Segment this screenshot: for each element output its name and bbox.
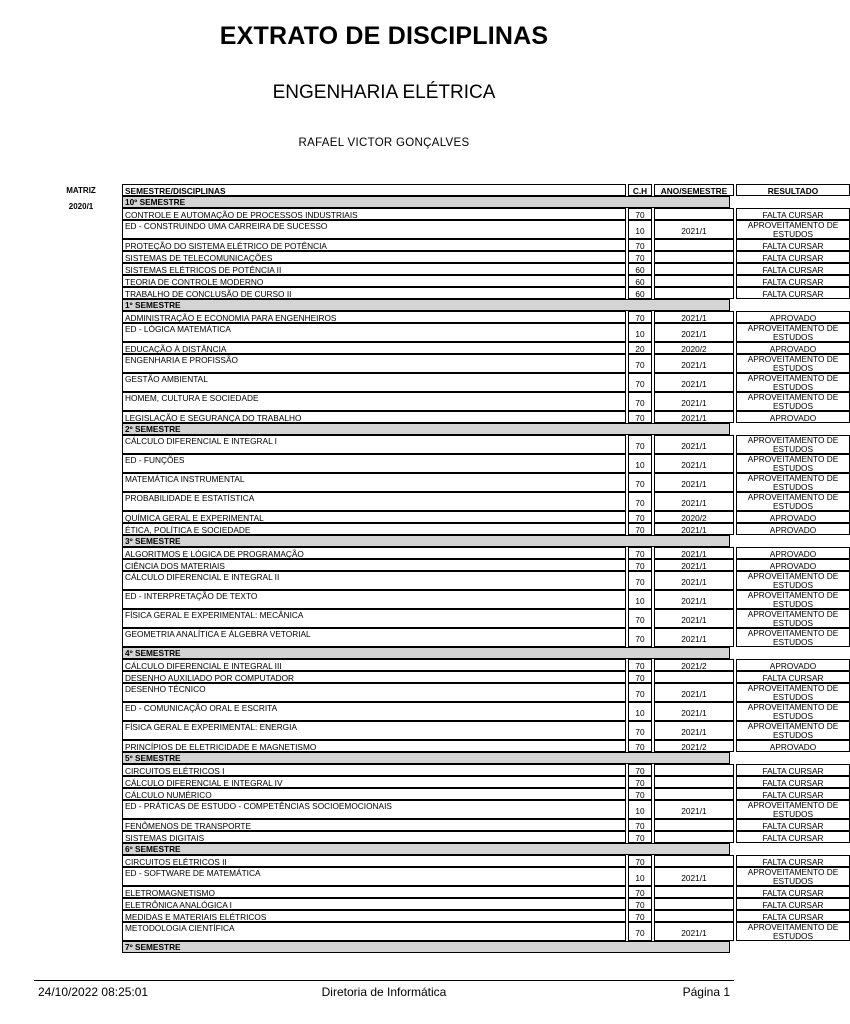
year-semester bbox=[654, 898, 734, 910]
discipline-name: PROTEÇÃO DO SISTEMA ELÉTRICO DE POTÊNCIA bbox=[122, 239, 626, 251]
footer-divider bbox=[34, 980, 734, 981]
result: APROVEITAMENTO DE ESTUDOS bbox=[736, 628, 850, 647]
result: APROVADO bbox=[736, 659, 850, 671]
result: FALTA CURSAR bbox=[736, 776, 850, 788]
year-semester: 2021/1 bbox=[654, 571, 734, 590]
table-row bbox=[120, 492, 839, 511]
result: APROVADO bbox=[736, 511, 850, 523]
footer-page: Página 1 bbox=[682, 985, 730, 999]
discipline-name: GEOMETRIA ANALÍTICA E ÁLGEBRA VETORIAL bbox=[122, 628, 626, 647]
workload: 10 bbox=[628, 702, 652, 721]
table-row bbox=[120, 435, 839, 454]
workload: 70 bbox=[628, 354, 652, 373]
workload: 70 bbox=[628, 523, 652, 535]
discipline-name: DESENHO TÉCNICO bbox=[122, 683, 626, 702]
year-semester bbox=[654, 671, 734, 683]
semester-header bbox=[120, 535, 732, 547]
workload: 70 bbox=[628, 922, 652, 941]
table-row bbox=[120, 659, 817, 671]
workload: 70 bbox=[628, 411, 652, 423]
discipline-name: FÍSICA GERAL E EXPERIMENTAL: ENERGIA bbox=[122, 721, 626, 740]
table-row bbox=[120, 208, 824, 220]
workload: 70 bbox=[628, 683, 652, 702]
table-row bbox=[120, 609, 839, 628]
discipline-name: CÁLCULO DIFERENCIAL E INTEGRAL IV bbox=[122, 776, 626, 788]
year-semester: 2021/1 bbox=[654, 323, 734, 342]
workload: 60 bbox=[628, 287, 652, 299]
workload: 70 bbox=[628, 251, 652, 263]
discipline-name: QUÍMICA GERAL E EXPERIMENTAL bbox=[122, 511, 626, 523]
table-row bbox=[120, 590, 839, 609]
discipline-name: MEDIDAS E MATERIAIS ELÉTRICOS bbox=[122, 910, 626, 922]
discipline-name: ENGENHARIA E PROFISSÃO bbox=[122, 354, 626, 373]
student-name: RAFAEL VICTOR GONÇALVES bbox=[298, 137, 470, 149]
footer-timestamp: 24/10/2022 08:25:01 bbox=[38, 985, 149, 999]
result: APROVEITAMENTO DE ESTUDOS bbox=[736, 435, 850, 454]
semester-label: 5º SEMESTRE bbox=[122, 752, 730, 764]
result: APROVEITAMENTO DE ESTUDOS bbox=[736, 800, 850, 819]
table-row bbox=[120, 671, 824, 683]
year-semester bbox=[654, 886, 734, 898]
discipline-name: ALGORITMOS E LÓGICA DE PROGRAMAÇÃO bbox=[122, 547, 626, 559]
year-semester bbox=[654, 208, 734, 220]
table-row bbox=[120, 239, 824, 251]
table-row bbox=[120, 220, 839, 239]
table-row bbox=[120, 392, 839, 411]
table-row bbox=[120, 559, 817, 571]
result: APROVEITAMENTO DE ESTUDOS bbox=[736, 454, 850, 473]
discipline-name: SISTEMAS DIGITAIS bbox=[122, 831, 626, 843]
semester-header bbox=[120, 843, 732, 855]
discipline-name: FENÔMENOS DE TRANSPORTE bbox=[122, 819, 626, 831]
year-semester: 2021/2 bbox=[654, 659, 734, 671]
year-semester: 2021/2 bbox=[654, 740, 734, 752]
discipline-name: MATEMÁTICA INSTRUMENTAL bbox=[122, 473, 626, 492]
semester-label: 4º SEMESTRE bbox=[122, 647, 730, 659]
year-semester: 2021/1 bbox=[654, 702, 734, 721]
discipline-name: TRABALHO DE CONCLUSÃO DE CURSO II bbox=[122, 287, 626, 299]
workload: 10 bbox=[628, 454, 652, 473]
workload: 70 bbox=[628, 910, 652, 922]
discipline-name: ELETROMAGNETISMO bbox=[122, 886, 626, 898]
workload: 70 bbox=[628, 740, 652, 752]
discipline-name: CÁLCULO NUMÉRICO bbox=[122, 788, 626, 800]
workload: 70 bbox=[628, 898, 652, 910]
result: FALTA CURSAR bbox=[736, 239, 850, 251]
workload: 70 bbox=[628, 659, 652, 671]
semester-header bbox=[120, 752, 732, 764]
year-semester bbox=[654, 855, 734, 867]
result: FALTA CURSAR bbox=[736, 886, 850, 898]
workload: 70 bbox=[628, 855, 652, 867]
year-semester: 2021/1 bbox=[654, 473, 734, 492]
table-row bbox=[120, 628, 839, 647]
discipline-name: ED - CONSTRUINDO UMA CARREIRA DE SUCESSO bbox=[122, 220, 626, 239]
table-row bbox=[120, 523, 817, 535]
discipline-name: SISTEMAS DE TELECOMUNICAÇÕES bbox=[122, 251, 626, 263]
discipline-name: CÁLCULO DIFERENCIAL E INTEGRAL I bbox=[122, 435, 626, 454]
discipline-name: ED - LÓGICA MATEMÁTICA bbox=[122, 323, 626, 342]
workload: 70 bbox=[628, 239, 652, 251]
table-row bbox=[120, 764, 824, 776]
result: APROVADO bbox=[736, 547, 850, 559]
discipline-name: CÁLCULO DIFERENCIAL E INTEGRAL III bbox=[122, 659, 626, 671]
matriz-label: MATRIZ bbox=[66, 186, 96, 195]
result: APROVEITAMENTO DE ESTUDOS bbox=[736, 590, 850, 609]
table-row bbox=[120, 411, 817, 423]
year-semester: 2020/2 bbox=[654, 342, 734, 354]
year-semester: 2021/1 bbox=[654, 800, 734, 819]
workload: 70 bbox=[628, 547, 652, 559]
header-ano: ANO/SEMESTRE bbox=[654, 184, 734, 196]
workload: 70 bbox=[628, 831, 652, 843]
year-semester: 2021/1 bbox=[654, 411, 734, 423]
year-semester bbox=[654, 275, 734, 287]
year-semester: 2021/1 bbox=[654, 721, 734, 740]
result: FALTA CURSAR bbox=[736, 819, 850, 831]
workload: 70 bbox=[628, 609, 652, 628]
year-semester: 2021/1 bbox=[654, 628, 734, 647]
workload: 70 bbox=[628, 721, 652, 740]
table-row bbox=[120, 373, 839, 392]
semester-header bbox=[120, 299, 732, 311]
result: APROVADO bbox=[736, 411, 850, 423]
result: FALTA CURSAR bbox=[736, 287, 850, 299]
year-semester: 2021/1 bbox=[654, 867, 734, 886]
result: FALTA CURSAR bbox=[736, 788, 850, 800]
discipline-name: DESENHO AUXILIADO POR COMPUTADOR bbox=[122, 671, 626, 683]
year-semester: 2021/1 bbox=[654, 683, 734, 702]
discipline-name: CONTROLE E AUTOMAÇÃO DE PROCESSOS INDUSTRIAIS bbox=[122, 208, 626, 220]
table-row bbox=[120, 275, 824, 287]
result: FALTA CURSAR bbox=[736, 275, 850, 287]
table-row bbox=[120, 323, 839, 342]
result: FALTA CURSAR bbox=[736, 251, 850, 263]
semester-header bbox=[120, 196, 732, 208]
result: APROVEITAMENTO DE ESTUDOS bbox=[736, 867, 850, 886]
semester-header bbox=[120, 423, 732, 435]
year-semester: 2021/1 bbox=[654, 523, 734, 535]
result: FALTA CURSAR bbox=[736, 855, 850, 867]
discipline-name: CÁLCULO DIFERENCIAL E INTEGRAL II bbox=[122, 571, 626, 590]
result: APROVEITAMENTO DE ESTUDOS bbox=[736, 354, 850, 373]
table-row bbox=[120, 867, 839, 886]
table-row bbox=[120, 886, 824, 898]
table-row bbox=[120, 263, 824, 275]
table-row bbox=[120, 800, 839, 819]
result: APROVEITAMENTO DE ESTUDOS bbox=[736, 683, 850, 702]
table-row bbox=[120, 342, 817, 354]
discipline-name: PROBABILIDADE E ESTATÍSTICA bbox=[122, 492, 626, 511]
year-semester bbox=[654, 776, 734, 788]
result: APROVEITAMENTO DE ESTUDOS bbox=[736, 373, 850, 392]
year-semester: 2020/2 bbox=[654, 511, 734, 523]
discipline-name: CIÊNCIA DOS MATERIAIS bbox=[122, 559, 626, 571]
result: FALTA CURSAR bbox=[736, 898, 850, 910]
workload: 70 bbox=[628, 671, 652, 683]
result: APROVADO bbox=[736, 342, 850, 354]
discipline-name: ÉTICA, POLÍTICA E SOCIEDADE bbox=[122, 523, 626, 535]
result: APROVADO bbox=[736, 559, 850, 571]
workload: 60 bbox=[628, 263, 652, 275]
table-row bbox=[120, 855, 824, 867]
workload: 70 bbox=[628, 473, 652, 492]
workload: 70 bbox=[628, 819, 652, 831]
semester-label: 10º SEMESTRE bbox=[122, 196, 730, 208]
header-result: RESULTADO bbox=[736, 184, 850, 196]
year-semester bbox=[654, 831, 734, 843]
semester-label: 7º SEMESTRE bbox=[122, 941, 730, 953]
discipline-name: LEGISLAÇÃO E SEGURANÇA DO TRABALHO bbox=[122, 411, 626, 423]
result: APROVEITAMENTO DE ESTUDOS bbox=[736, 323, 850, 342]
discipline-name: EDUCAÇÃO À DISTÂNCIA bbox=[122, 342, 626, 354]
result: FALTA CURSAR bbox=[736, 910, 850, 922]
workload: 70 bbox=[628, 886, 652, 898]
result: APROVEITAMENTO DE ESTUDOS bbox=[736, 922, 850, 941]
matriz-value: 2020/1 bbox=[68, 202, 94, 211]
table-row bbox=[120, 571, 839, 590]
discipline-name: METODOLOGIA CIENTÍFICA bbox=[122, 922, 626, 941]
workload: 70 bbox=[628, 571, 652, 590]
year-semester: 2021/1 bbox=[654, 373, 734, 392]
workload: 60 bbox=[628, 275, 652, 287]
workload: 70 bbox=[628, 511, 652, 523]
result: APROVADO bbox=[736, 311, 850, 323]
result: APROVEITAMENTO DE ESTUDOS bbox=[736, 220, 850, 239]
workload: 70 bbox=[628, 492, 652, 511]
semester-label: 1º SEMESTRE bbox=[122, 299, 730, 311]
table-row bbox=[120, 473, 839, 492]
semester-label: 2º SEMESTRE bbox=[122, 423, 730, 435]
result: FALTA CURSAR bbox=[736, 831, 850, 843]
table-row bbox=[120, 683, 839, 702]
discipline-name: CIRCUITOS ELÉTRICOS II bbox=[122, 855, 626, 867]
workload: 10 bbox=[628, 590, 652, 609]
table-row bbox=[120, 251, 824, 263]
discipline-name: ED - FUNÇÕES bbox=[122, 454, 626, 473]
semester-header bbox=[120, 941, 732, 953]
workload: 10 bbox=[628, 220, 652, 239]
header-ch: C.H bbox=[628, 184, 652, 196]
workload: 70 bbox=[628, 788, 652, 800]
year-semester bbox=[654, 764, 734, 776]
semester-header bbox=[120, 647, 732, 659]
workload: 70 bbox=[628, 764, 652, 776]
result: APROVEITAMENTO DE ESTUDOS bbox=[736, 721, 850, 740]
discipline-name: ED - PRÁTICAS DE ESTUDO - COMPETÊNCIAS SOCIOEMOCIONAIS bbox=[122, 800, 626, 819]
discipline-name: ED - INTERPRETAÇÃO DE TEXTO bbox=[122, 590, 626, 609]
workload: 70 bbox=[628, 559, 652, 571]
table-row bbox=[120, 702, 839, 721]
year-semester bbox=[654, 819, 734, 831]
year-semester bbox=[654, 263, 734, 275]
discipline-name: ED - COMUNICAÇÃO ORAL E ESCRITA bbox=[122, 702, 626, 721]
result: FALTA CURSAR bbox=[736, 208, 850, 220]
result: APROVADO bbox=[736, 740, 850, 752]
discipline-name: TEORIA DE CONTROLE MODERNO bbox=[122, 275, 626, 287]
footer-department: Diretoria de Informática bbox=[321, 985, 447, 999]
table-row bbox=[120, 788, 824, 800]
table-row bbox=[120, 511, 817, 523]
table-row bbox=[120, 831, 824, 843]
result: FALTA CURSAR bbox=[736, 764, 850, 776]
discipline-name: FÍSICA GERAL E EXPERIMENTAL: MECÂNICA bbox=[122, 609, 626, 628]
workload: 70 bbox=[628, 208, 652, 220]
course-name: ENGENHARIA ELÉTRICA bbox=[272, 82, 496, 103]
table-row bbox=[120, 898, 824, 910]
year-semester bbox=[654, 251, 734, 263]
table-row bbox=[120, 740, 817, 752]
result: APROVEITAMENTO DE ESTUDOS bbox=[736, 702, 850, 721]
table-row bbox=[120, 311, 817, 323]
year-semester: 2021/1 bbox=[654, 547, 734, 559]
year-semester: 2021/1 bbox=[654, 220, 734, 239]
result: APROVEITAMENTO DE ESTUDOS bbox=[736, 609, 850, 628]
discipline-name: ADMINISTRAÇÃO E ECONOMIA PARA ENGENHEIROS bbox=[122, 311, 626, 323]
table-row bbox=[120, 819, 824, 831]
year-semester: 2021/1 bbox=[654, 609, 734, 628]
year-semester: 2021/1 bbox=[654, 492, 734, 511]
discipline-name: ELETRÔNICA ANALÓGICA I bbox=[122, 898, 626, 910]
table-row bbox=[120, 721, 839, 740]
header-name: SEMESTRE/DISCIPLINAS bbox=[122, 184, 626, 196]
result: APROVEITAMENTO DE ESTUDOS bbox=[736, 492, 850, 511]
year-semester: 2021/1 bbox=[654, 454, 734, 473]
workload: 70 bbox=[628, 435, 652, 454]
year-semester bbox=[654, 287, 734, 299]
year-semester: 2021/1 bbox=[654, 311, 734, 323]
year-semester: 2021/1 bbox=[654, 559, 734, 571]
discipline-name: PRINCÍPIOS DE ELETRICIDADE E MAGNETISMO bbox=[122, 740, 626, 752]
year-semester: 2021/1 bbox=[654, 392, 734, 411]
disciplines-table bbox=[120, 184, 839, 972]
workload: 70 bbox=[628, 776, 652, 788]
result: APROVADO bbox=[736, 523, 850, 535]
discipline-name: CIRCUITOS ELÉTRICOS I bbox=[122, 764, 626, 776]
workload: 70 bbox=[628, 311, 652, 323]
table-row bbox=[120, 910, 824, 922]
workload: 70 bbox=[628, 373, 652, 392]
table-body bbox=[120, 196, 839, 953]
workload: 10 bbox=[628, 323, 652, 342]
workload: 70 bbox=[628, 628, 652, 647]
year-semester bbox=[654, 910, 734, 922]
table-row bbox=[120, 354, 839, 373]
semester-label: 3º SEMESTRE bbox=[122, 535, 730, 547]
table-row bbox=[120, 922, 839, 941]
table-row bbox=[120, 287, 824, 299]
year-semester: 2021/1 bbox=[654, 922, 734, 941]
discipline-name: ED - SOFTWARE DE MATEMÁTICA bbox=[122, 867, 626, 886]
workload: 20 bbox=[628, 342, 652, 354]
year-semester: 2021/1 bbox=[654, 435, 734, 454]
result: APROVEITAMENTO DE ESTUDOS bbox=[736, 571, 850, 590]
table-row bbox=[120, 547, 817, 559]
discipline-name: GESTÃO AMBIENTAL bbox=[122, 373, 626, 392]
workload: 10 bbox=[628, 800, 652, 819]
result: APROVEITAMENTO DE ESTUDOS bbox=[736, 473, 850, 492]
discipline-name: SISTEMAS ELÉTRICOS DE POTÊNCIA II bbox=[122, 263, 626, 275]
document-title: EXTRATO DE DISCIPLINAS bbox=[219, 22, 549, 50]
result: FALTA CURSAR bbox=[736, 263, 850, 275]
year-semester: 2021/1 bbox=[654, 590, 734, 609]
result: FALTA CURSAR bbox=[736, 671, 850, 683]
year-semester bbox=[654, 788, 734, 800]
year-semester bbox=[654, 239, 734, 251]
table-header bbox=[120, 184, 819, 196]
workload: 70 bbox=[628, 392, 652, 411]
discipline-name: HOMEM, CULTURA E SOCIEDADE bbox=[122, 392, 626, 411]
result: APROVEITAMENTO DE ESTUDOS bbox=[736, 392, 850, 411]
year-semester: 2021/1 bbox=[654, 354, 734, 373]
table-row bbox=[120, 776, 824, 788]
workload: 10 bbox=[628, 867, 652, 886]
semester-label: 6º SEMESTRE bbox=[122, 843, 730, 855]
table-row bbox=[120, 454, 839, 473]
